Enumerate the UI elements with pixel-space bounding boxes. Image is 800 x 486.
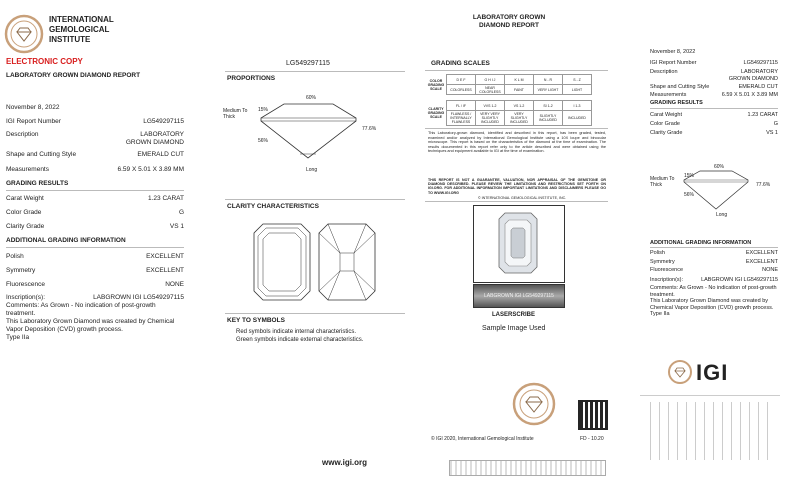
- color-word-cell: FAINT: [505, 85, 534, 95]
- clarity-grade-cell: VVS 1-2: [476, 101, 505, 111]
- crown-percent: 15%: [258, 107, 269, 113]
- right-report-number-value: LG549297115: [743, 60, 778, 66]
- electronic-copy-label: ELECTRONIC COPY: [6, 57, 83, 66]
- right-additional-heading: ADDITIONAL GRADING INFORMATION: [650, 240, 752, 246]
- inscription-value: LABGROWN IGI LG549297115: [93, 294, 184, 301]
- clarity-grade-value: VS 1: [169, 223, 184, 230]
- cvd-note: This Laboratory Grown Diamond was created by Chemical Vapor Deposition (CVD) growth process.: [6, 318, 175, 333]
- org-name-line-3: INSTITUTE: [49, 35, 91, 44]
- right-depth-percent: 77.6%: [756, 182, 771, 188]
- girdle-label: Medium To Thick: [223, 108, 248, 120]
- form-code: FD - 10.20: [580, 436, 604, 442]
- right-carat-value: 1.23 CARAT: [747, 112, 778, 118]
- clarity-word-cell: VERY SLIGHTLY INCLUDED: [505, 111, 534, 126]
- measurements-value: 6.59 X 5.01 X 3.89 MM: [117, 166, 184, 173]
- divider: [650, 108, 778, 109]
- pavilion-percent: 56%: [258, 138, 269, 144]
- culet-label: Long: [306, 167, 318, 173]
- clarity-word-cell: FLAWLESS / INTERNALLY FLAWLESS: [447, 111, 476, 126]
- key-green-note: Green symbols indicate external characteristics.: [236, 337, 364, 343]
- divider: [650, 247, 778, 248]
- proportions-diagram: [256, 96, 361, 166]
- right-inscription-value: LABGROWN IGI LG549297115: [701, 277, 778, 283]
- color-word-cell: COLORLESS: [447, 85, 476, 95]
- right-symmetry-value: EXCELLENT: [745, 259, 778, 265]
- rotated-stub: [640, 395, 780, 466]
- color-grade-cell: D E F: [447, 75, 476, 85]
- table-percent: 60%: [306, 95, 317, 101]
- report-title: LABORATORY GROWN DIAMOND REPORT: [6, 72, 141, 79]
- inscription-photo: [473, 284, 565, 308]
- polish-value: EXCELLENT: [146, 253, 184, 260]
- right-fluorescence-label: Fluorescence: [650, 267, 684, 273]
- right-report-number-label: IGI Report Number: [650, 60, 697, 66]
- clarity-word-cell: SLIGHTLY INCLUDED: [534, 111, 563, 126]
- color-scale-table: [426, 74, 592, 95]
- report-number-value: LG549297115: [143, 118, 184, 125]
- igi-logo-icon: [668, 360, 692, 384]
- carat-value: 1.23 CARAT: [147, 195, 184, 202]
- color-grade-value: G: [178, 209, 184, 216]
- right-shape-label: Shape and Cutting Style: [650, 84, 710, 90]
- proportions-heading: PROPORTIONS: [227, 75, 276, 82]
- color-grade-cell: G H I J: [476, 75, 505, 85]
- report-date: November 8, 2022: [6, 104, 60, 111]
- right-type: Type IIa: [650, 311, 670, 317]
- igi-brand: IGI: [696, 360, 729, 385]
- inscription-photo-text: LABGROWN IGI LG549297115: [484, 293, 554, 299]
- shape-label: Shape and Cutting Style: [6, 151, 77, 158]
- divider: [425, 128, 608, 129]
- clarity-grade-cell: FL / IF: [447, 101, 476, 111]
- disclaimer-text: This Laboratory-grown diamond, identified and described in this report, has been graded, tested, examined and/or analyzed by International Gemological Institute using a 10X loupe and binocular microscope. This report is based on the characteristics of the diamond at the time of examination. The results documented in this report refer only to the article described and were obtained using the techniques and equipment available to IGI at the time of examination.: [428, 131, 606, 154]
- right-color-value: G: [773, 121, 778, 127]
- right-crown-percent: 15%: [684, 173, 695, 179]
- color-scale-label: COLOR GRADING SCALE: [427, 78, 445, 91]
- fluorescence-label: Fluorescence: [6, 281, 46, 288]
- color-grade-cell: K L M: [505, 75, 534, 85]
- clarity-word-cell: INCLUDED: [563, 111, 592, 126]
- right-inscription-label: Inscription(s):: [650, 277, 684, 283]
- website-label: www.igi.org: [322, 458, 368, 467]
- grading-scales-heading: GRADING SCALES: [431, 60, 490, 67]
- right-measurements-value: 6.59 X 5.01 X 3.89 MM: [721, 92, 778, 98]
- right-clarity-label: Clarity Grade: [650, 130, 683, 136]
- igi-seal-icon: [4, 14, 44, 54]
- clarity-grade-cell: I 1-3: [563, 101, 592, 111]
- hologram-strip: [449, 460, 606, 476]
- depth-percent: 77.6%: [362, 126, 377, 132]
- scales-title-line-1: LABORATORY GROWN: [472, 14, 546, 21]
- report-number-label: IGI Report Number: [6, 118, 61, 125]
- qr-code[interactable]: [578, 400, 608, 430]
- comments-text: Comments: As Grown - No indication of post-growth treatment.: [6, 302, 156, 317]
- right-color-label: Color Grade: [650, 121, 680, 127]
- fluorescence-value: NONE: [165, 281, 184, 288]
- right-description-label: Description: [650, 69, 678, 75]
- color-grade-cell: N - R: [534, 75, 563, 85]
- divider: [6, 190, 184, 191]
- divider: [425, 70, 608, 71]
- right-cvd-note: This Laboratory Grown Diamond was created by Chemical Vapor Deposition (CVD) growth process.: [650, 298, 774, 311]
- right-pavilion-percent: 56%: [684, 192, 695, 198]
- right-report-date: November 8, 2022: [650, 49, 696, 55]
- right-carat-label: Carat Weight: [650, 112, 682, 118]
- diamond-type: Type IIa: [6, 334, 30, 341]
- copyright-small: © INTERNATIONAL GEMOLOGICAL INSTITUTE, INC.: [478, 196, 567, 200]
- right-polish-label: Polish: [650, 250, 665, 256]
- measurements-label: Measurements: [6, 166, 49, 173]
- sample-image-label: Sample Image Used: [482, 325, 546, 332]
- clarity-plot-pavilion: [318, 223, 376, 301]
- description-label: Description: [6, 131, 39, 138]
- symmetry-value: EXCELLENT: [146, 267, 184, 274]
- additional-info-heading: ADDITIONAL GRADING INFORMATION: [6, 237, 126, 244]
- color-word-cell: VERY LIGHT: [534, 85, 563, 95]
- igi-seal-icon: [512, 382, 556, 426]
- clarity-scale-label: CLARITY GRADING SCALE: [427, 107, 445, 119]
- right-clarity-value: VS 1: [766, 130, 778, 136]
- shape-value: EMERALD CUT: [137, 151, 184, 158]
- color-grade-cell: S - Z: [563, 75, 592, 85]
- key-red-note: Red symbols indicate internal characteristics.: [236, 329, 357, 335]
- emerald-diamond-image: [498, 212, 538, 274]
- clarity-plot-crown: [253, 223, 311, 301]
- org-name-line-2: GEMOLOGICAL: [49, 25, 110, 34]
- clarity-scale-table: [426, 100, 592, 126]
- right-description-value: LABORATORY GROWN DIAMOND: [728, 69, 778, 82]
- right-polish-value: EXCELLENT: [745, 250, 778, 256]
- polish-label: Polish: [6, 253, 24, 260]
- center-report-number: LG549297115: [286, 60, 330, 67]
- right-culet-label: Long: [716, 212, 728, 218]
- right-measurements-label: Measurements: [650, 92, 687, 98]
- inscription-label: Inscription(s):: [6, 294, 46, 301]
- color-grade-label: Color Grade: [6, 209, 42, 216]
- divider: [225, 71, 405, 72]
- right-comments: Comments: As Grown - No indication of post-growth treatment.: [650, 285, 777, 298]
- laserscribe-label: LASERSCRIBE: [492, 312, 536, 318]
- notice-text: THIS REPORT IS NOT A GUARANTEE, VALUATION, NOR APPRAISAL OF THE GEMSTONE OR DIAMOND DESCRIBED. PLEASE REVIEW THE LIMITATIONS AND RESTRICTIONS SET FORTH ON IGI.ORG. FOR ADDITIONAL INFORMATION IMPORTANT LIMITATIONS AND DISCLAIMERS PLEASE GO TO WWW.IGI.ORG: [428, 178, 606, 194]
- symmetry-label: Symmetry: [6, 267, 36, 274]
- clarity-grade-cell: SI 1-2: [534, 101, 563, 111]
- right-fluorescence-value: NONE: [762, 267, 778, 273]
- clarity-word-cell: VERY VERY SLIGHTLY INCLUDED: [476, 111, 505, 126]
- footer-copyright: © IGI 2020, International Gemological Institute: [431, 436, 534, 442]
- right-symmetry-label: Symmetry: [650, 259, 675, 265]
- divider: [225, 199, 405, 200]
- clarity-grade-cell: VS 1-2: [505, 101, 534, 111]
- color-word-cell: LIGHT: [563, 85, 592, 95]
- right-girdle-label: Medium To Thick: [650, 176, 675, 188]
- divider: [225, 313, 405, 314]
- divider: [425, 201, 608, 202]
- clarity-characteristics-heading: CLARITY CHARACTERISTICS: [227, 203, 319, 210]
- description-value: LABORATORY GROWN DIAMOND: [125, 131, 184, 146]
- color-word-cell: NEAR COLORLESS: [476, 85, 505, 95]
- clarity-grade-label: Clarity Grade: [6, 223, 45, 230]
- right-table-percent: 60%: [714, 164, 725, 170]
- right-grading-results-heading: GRADING RESULTS: [650, 100, 703, 106]
- carat-label: Carat Weight: [6, 195, 44, 202]
- divider: [6, 247, 184, 248]
- org-name-line-1: INTERNATIONAL: [49, 15, 114, 24]
- grading-results-heading: GRADING RESULTS: [6, 180, 69, 187]
- right-shape-value: EMERALD CUT: [738, 84, 778, 90]
- diamond-photo-frame: [473, 205, 565, 283]
- scales-title-line-2: DIAMOND REPORT: [479, 22, 539, 29]
- key-to-symbols-heading: KEY TO SYMBOLS: [227, 317, 285, 324]
